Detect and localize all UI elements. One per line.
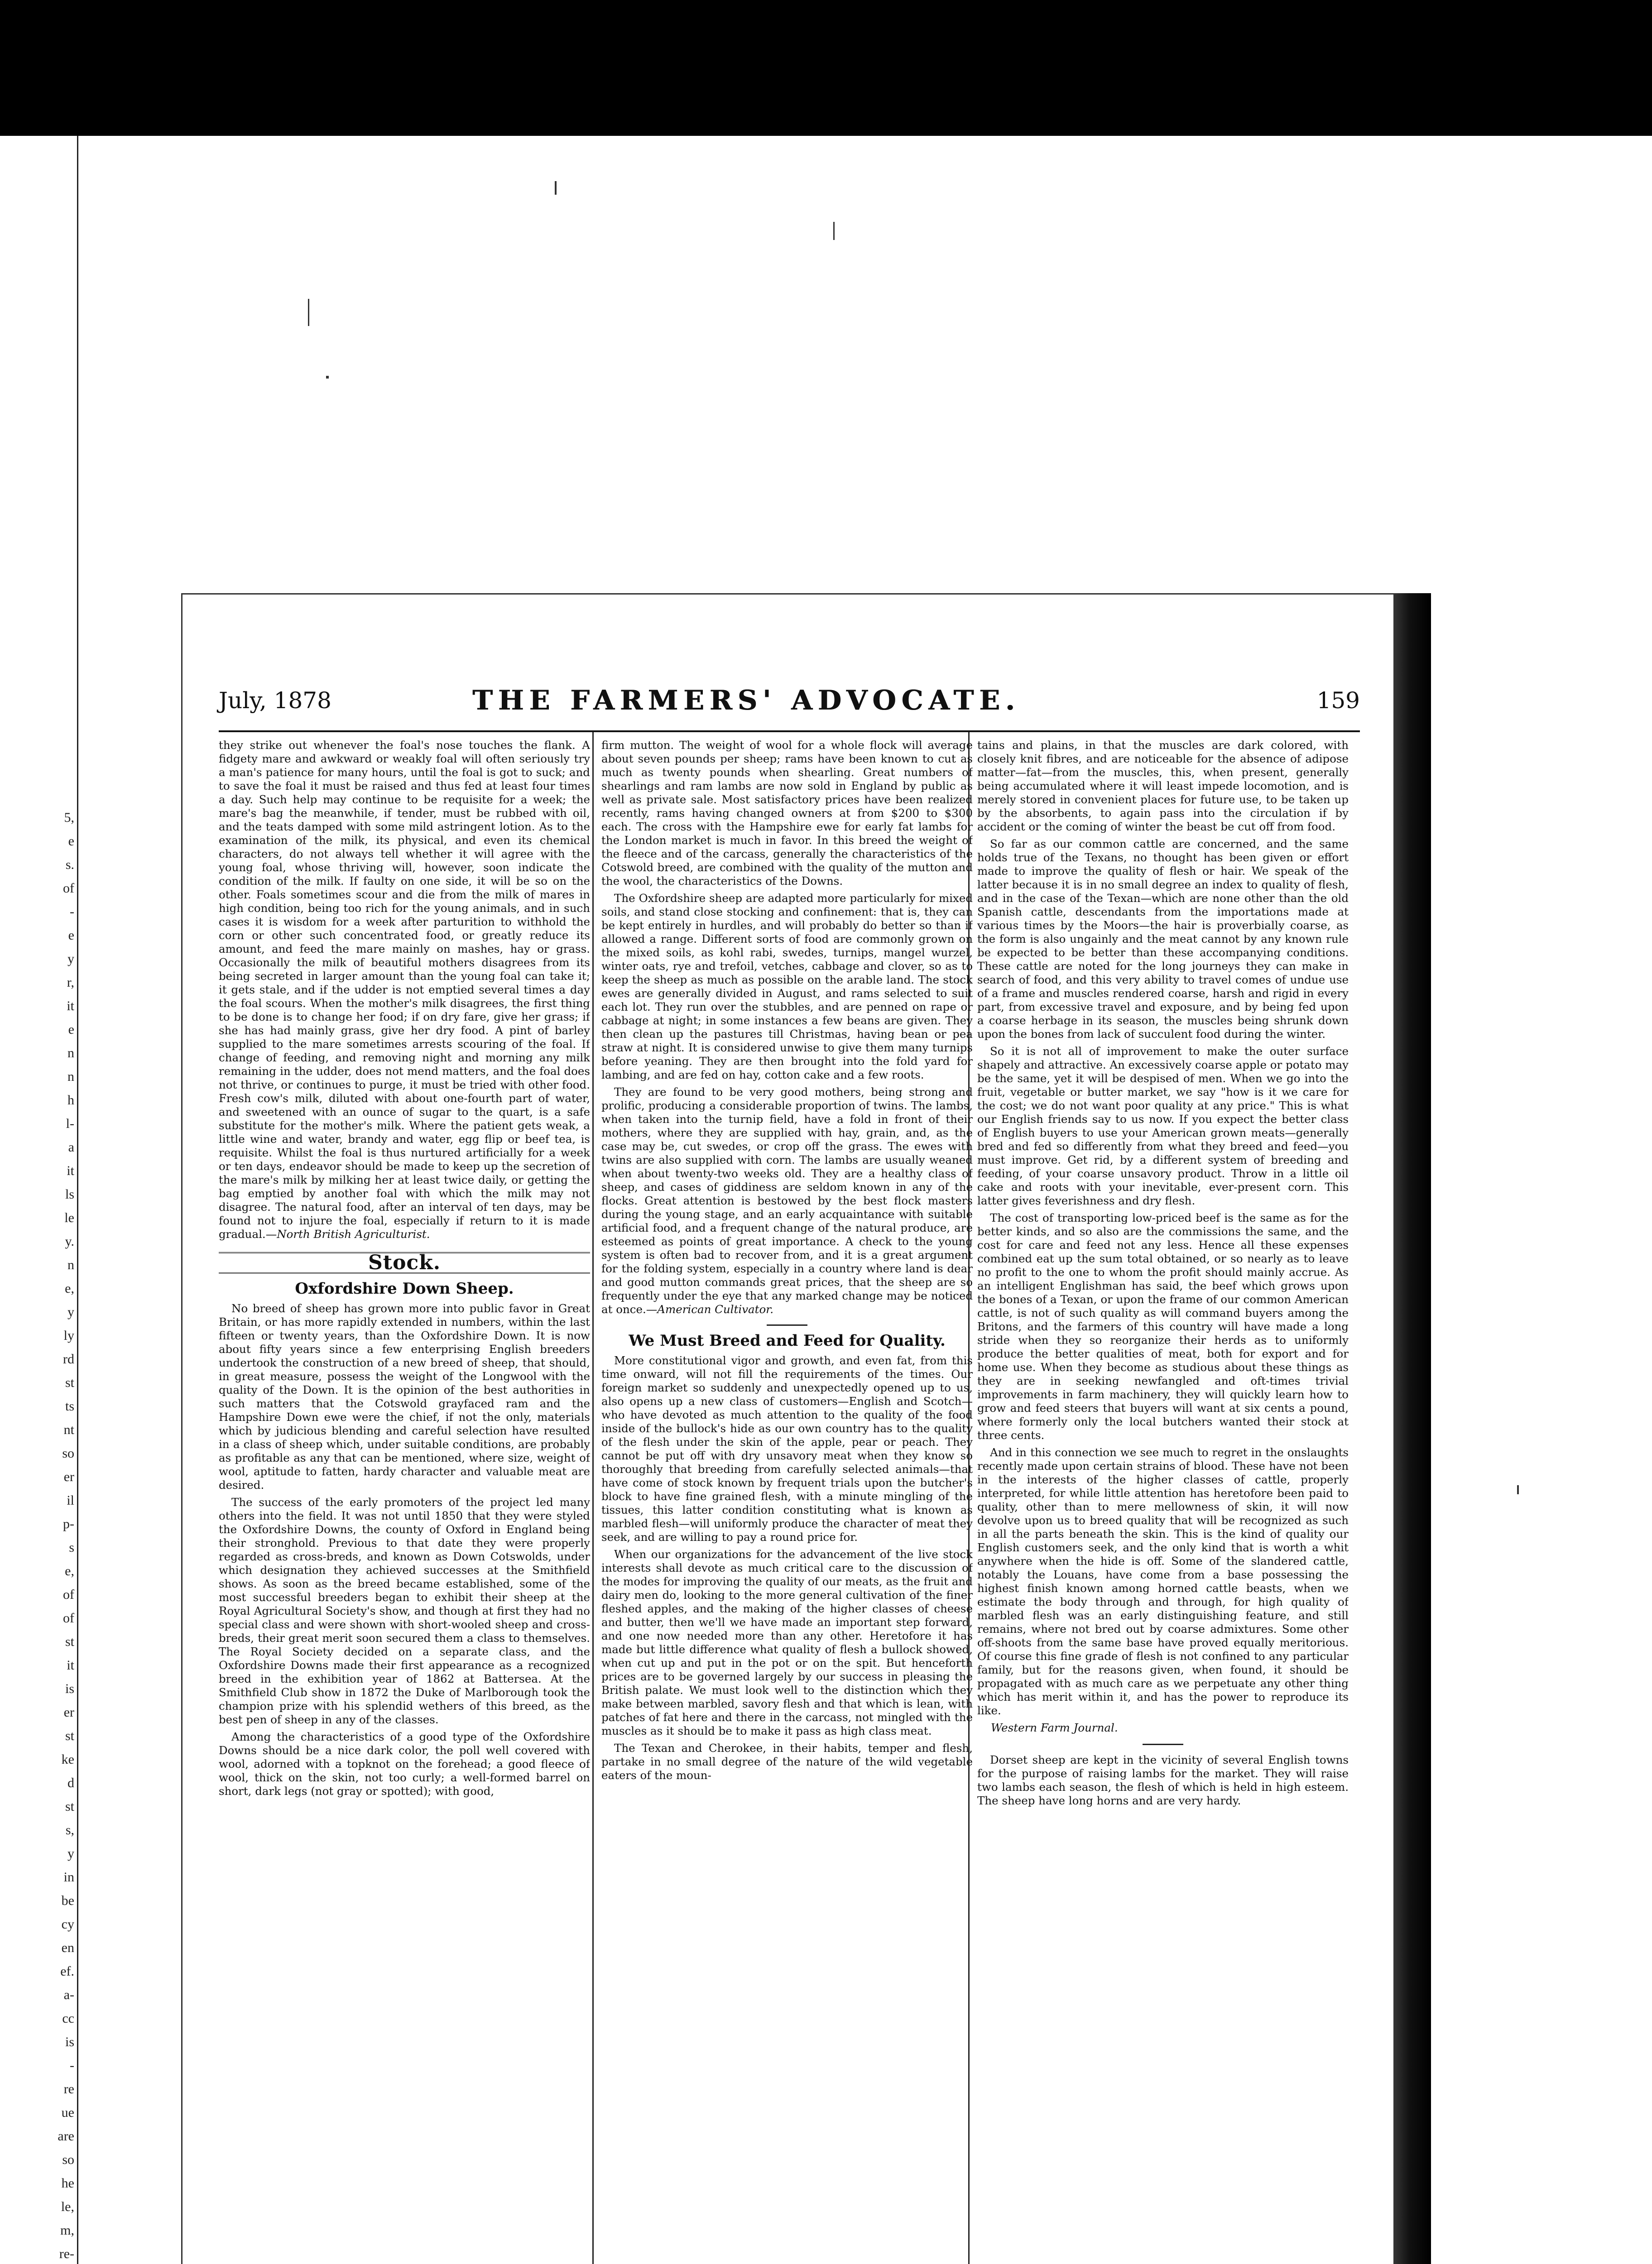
facing-page-fragment-line: en [61,1940,74,1955]
facing-page-fragment-line: of [63,881,74,896]
facing-page-fragment-line: s [69,1540,74,1555]
facing-page-fragment-line: it [67,1163,74,1178]
paragraph: Dorset sheep are kept in the vicinity of several English towns for the purpose of raising lambs for the market. They will raise two lambs each season, the flesh of which is held in high esteem. The sheep have long horns and are very hardy. [977,1753,1349,1807]
facing-page-fragment-line: st [65,1799,74,1814]
facing-page-fragment-line: rd [63,1352,74,1367]
facing-page-fragment-line: cy [61,1917,74,1932]
newspaper-page [181,593,1395,2264]
paragraph: Among the characteristics of a good type of the Oxfordshire Downs should be a nice dark color, the poll well covered with wool, adorned with a topknot on the forehead; a good fleece of wool, thick on the skin, not too curly; a well-formed barrel on short, dark legs (not gray or spotted); with good, [219,1730,590,1798]
facing-page-fragment-line: er [63,1705,74,1720]
paragraph: And in this connection we see much to regret in the onslaughts recently made upon certain strains of blood. These have not been in the interests of the higher classes of cattle, properly interpreted, for while little attention has heretofore been paid to quality, other than to mere mellowness of skin, it will now devolve upon us to breed quality that will be recognized as such in all the parts beneath the skin. This is the kind of quality our English customers seek, and the only kind that is worth a whit anywhere when the hide is off. Some of the slandered cattle, notably the Louans, have come from a base possessing the highest finish known among horned cattle beasts, when we estimate the body through and through, for high quality of marbled flesh was an early distinguishing feature, and still remains, where not bred out by coarse admixtures. Some other off-shoots from the same base have proved equally meritorious. Of course this fine grade of flesh is not confined to any particular family, but for the reasons given, when found, it should be propagated with as much care as we perpetuate any other thing which has merit within it, and has the power to reproduce its like. [977,1446,1349,1717]
facing-page-fragment-line: e [68,928,74,943]
facing-page-fragment-line: - [70,904,74,919]
facing-page-fragment-line: p- [63,1516,74,1531]
facing-page-fragment-line: so [62,1446,74,1461]
header-date: July, 1878 [219,687,331,714]
facing-page-fragment-line: it [67,998,74,1013]
facing-page-fragment-line: ly [63,1328,74,1343]
paragraph: The cost of transporting low-priced beef is the same as for the better kinds, and so also are the commissions the same, and the cost for care and feed not any less. Hence all these expenses combined eat up the sum total obtained, or so nearly as to leave no profit to the one to whom the profit should mainly accrue. As an intelligent Englishman has said, the beef which grows upon the bones of a Texan, or upon the frame of our common American cattle, is not of such quality as will command buyers among the Britons, and the farmers of this country will have made a long stride when they so reorganize their herds as to uniformly produce the better qualities of meat, both for export and for home use. When they become as studious about these things as they are in seeking newfangled and oft-times trivial improvements in farm machinery, they will quickly learn how to grow and feed steers that buyers will want at six cents a pound, where formerly only the local butchers wanted their stock at three cents. [977,1211,1349,1442]
separator-rule [767,1324,807,1326]
page-number: 159 [1316,687,1360,714]
facing-page-fragment-line: ls [65,1187,74,1202]
facing-page-fragment-line: e, [65,1281,74,1296]
facing-page-fragment-line: it [67,1658,74,1673]
facing-page-fragment-line: s, [65,1823,74,1837]
facing-page-fragment-line: st [65,1375,74,1390]
facing-page-fragment-line: a- [63,1987,74,2002]
paragraph: The Texan and Cherokee, in their habits, temper and flesh, partake in no small degree of the nature of the wild vegetable eaters of the moun- [601,1741,973,1782]
header-rule [219,730,1360,732]
facing-page-fragment-line: e [68,1022,74,1037]
facing-page-fragment-line: is [65,1681,74,1696]
facing-page-fragment-line: cc [62,2011,74,2026]
paragraph: The Oxfordshire sheep are adapted more particularly for mixed soils, and stand close stocking and confinement: that is, they can be kept entirely in hurdles, and will probably do better so than if allowed a range. Different sorts of food are commonly grown on the mixed soils, as kohl rabi, swedes, turnips, mangel wurzel, winter oats, rye and trefoil, vetches, cabbage and clover, so as to keep the sheep as much as possible on the arable land. The stock ewes are generally divided in August, and rams selected to suit each lot. They run over the stubbles, and are penned on rape or cabbage at night; in some instances a few beans are given. They then clean up the pastures till Christmas, having bean or pea straw at night. It is considered unwise to give them many turnips before yeaning. They are then brought into the fold yard for lambing, and are fed on hay, cotton cake and a few roots. [601,892,973,1081]
facing-page-fragment-line: y [67,951,74,966]
section-heading: Stock. [368,1251,441,1274]
paragraph: firm mutton. The weight of wool for a whole flock will average about seven pounds per sheep; rams have been known to cut as much as twenty pounds when shearling. Great numbers of shearlings and ram lambs are now sold in England by public as well as private sale. Most satisfactory prices have been realized recently, rams having changed owners at from $200 to $300 each. The cross with the Hampshire ewe for early fat lambs for the London market is much in favor. In this breed the weight of the fleece and of the carcass, generally the characteristics of the Cotswold breed, are combined with the quality of the mutton and the wool, the characteristics of the Downs. [601,739,973,887]
facing-page-fragment-line: y. [65,1234,74,1249]
facing-page-fragment-line: le, [61,2199,74,2214]
facing-page-fragment-line: re- [59,2246,74,2261]
source-credit: American Cultivator. [657,1303,774,1316]
facing-page-fragment-line: l- [66,1116,74,1131]
facing-page-fragment-line: a [68,1140,74,1155]
article-continuation: they strike out whenever the foal's nose touches the flank. A fidgety mare and awkward or weakly foal will often seriously try a man's patience for many hours, until the foal is got to suck; and to save the foal it must be raised and thus fed at least four times a day. Such help may continue to be requisite for a week; the mare's bag the meanwhile, if tender, must be rubbed with oil, and the teats damped with some mild astringent lotion. As to the examination of the milk, its physical, and even its chemical characters, do not always tell whether it will agree with the young foal, whose thriving will, however, soon indicate the condition of the milk. If faulty on one side, it will be so on the other. Foals sometimes scour and die from the milk of mares in high condition, being too rich for the young animals, and in such cases it is wisdom for a week after parturition to withhold the corn or other such concentrated food, or greatly reduce its amount, and feed the mare mainly on mashes, hay or grass. Occasionally the milk of beautiful mothers disagrees from its being secreted in larger amount than the young foal can take it; it gets stale, and if the udder is not emptied several times a day the foal scours. When the mother's milk disagrees, the first thing to be done is to change her food; if on dry fare, give her grass; if she has had mainly grass, give her dry food. A pint of barley supplied to the mare sometimes arrests scouring of the foal. If change of feeding, and removing night and morning any milk remaining in the udder, does not mend matters, and the foal does not thrive, or continues to purge, it must be tried with other food. Fresh cow's milk, diluted with about one-fourth part of water, and sweetened with an ounce of sugar to the quart, is a safe substitute for the mother's milk. Where the patient gets weak, a little wine and water, brandy and water, egg flip or beef tea, is requisite. Whilst the foal is thus nurtured artificially for a week or ten days, endeavor should be made to keep up the secretion of the mare's milk by milking her at least twice daily, or getting the bag emptied by another foal with which the milk may not disagree. The natural food, after an interval of ten days, may be found not to injure the foal, especially if return to it is made gradual.—North British Agriculturist. [219,739,590,1241]
facing-page-fragment-line: il [67,1493,74,1508]
paragraph: The success of the early promoters of the project led many others into the field. It was not until 1850 that they were styled the Oxfordshire Downs, the county of Oxford in England being their stronghold. Previous to that date they were properly regarded as cross-breds, and known as Down Cotswolds, under which designation they achieved successes at the Smithfield shows. As soon as the breed became established, some of the most successful breeders began to exhibit their sheep at the Royal Agricultural Society's show, and though at first they had no special class and were shown with short-wooled sheep and cross-breds, their great merit soon secured them a class to themselves. The Royal Society decided on a separate class, and the Oxfordshire Downs made their first appearance as a recognized breed in the exhibition year of 1862 at Battersea. At the Smithfield Club show in 1872 the Duke of Marlborough took the champion prize with his splendid wethers of this breed, as the best pen of sheep in any of the classes. [219,1496,590,1726]
facing-page-fragment-line: s. [65,857,74,872]
paragraph: So it is not all of improvement to make the outer surface shapely and attractive. An excessively coarse apple or potato may be the same, yet it will be despised of men. When we go into the fruit, vegetable or butter market, we say "how is it we care for the cost; we do not want poor quality at any price." This is what our English friends say to us now. If you expect the better class of English buyers to use your American grown meats—generally bred and fed so differently from what they breed and feed—you must improve. Get rid, by a different system of breeding and feeding, of your coarse unsavory product. Throw in a little oil cake and roots with your inevitable, ever-present corn. This latter gives feverishness and dry flesh. [977,1045,1349,1207]
facing-page-fragment-line: ue [61,2105,74,2120]
paragraph: When our organizations for the advancement of the live stock interests shall devote as much critical care to the discussion of the modes for improving the quality of our meats, as the fruit and dairy men do, looking to the more general cultivation of the finer fleshed apples, and the making of the higher classes of cheese and butter, then we'll we have made an important step forward, and one now needed more than any other. Heretofore it has made but little difference what quality of flesh a bullock showed, when cut up and put in the pot or on the spit. But henceforth prices are to be governed largely by our success in pleasing the British palate. We must look well to the distinction which they make between marbled, savory flesh and that which is lean, with patches of fat here and there in the carcass, not mingled with the muscles as it should be to make it pass as high class meat. [601,1548,973,1737]
facing-page-fragment-line: ke [61,1752,74,1767]
column-divider [592,732,594,2264]
facing-page-fragment-line: of [63,1611,74,1626]
facing-page-fragment-line: he [61,2176,74,2191]
facing-page-fragment-line: d [67,1775,74,1790]
facing-page-fragment-line: are [58,2129,74,2144]
facing-page-fragment-line: so [62,2152,74,2167]
facing-page-fragment-line: y [67,1846,74,1861]
facing-page-fragment-line: nt [63,1422,74,1437]
facing-page-fragment-line: is [65,2034,74,2049]
paragraph: They are found to be very good mothers, being strong and prolific, producing a considerable proportion of twins. The lambs, when taken into the turnip field, have a fold in front of their mothers, where they are supplied with hay, grain, and, as the case may be, cut swedes, or crop off the grass. The ewes with twins are also supplied with corn. The lambs are usually weaned when about twenty-two weeks old. They are a healthy class of sheep, and cases of giddiness are seldom known in any of the flocks. Great attention is bestowed by the best flock masters during the young stage, and an early acquaintance with suitable artificial food, and a frequent change of the natural produce, are esteemed as points of great importance. A check to the young system is often bad to recover from, and it is a great argument for the folding system, especially in a country where land is dear and good mutton commands great prices, that the sheep are so frequently under the eye that any marked change may be noticed at once.—American Cultivator. [601,1085,973,1316]
facing-page-fragment-line: n [67,1257,74,1272]
facing-page-fragment-line: in [63,1870,74,1885]
article-title: We Must Breed and Feed for Quality. [629,1332,946,1350]
facing-page-fragment-line: e, [65,1564,74,1578]
facing-page-text-edge [55,806,74,2264]
facing-page-fragment [0,136,78,2264]
facing-page-fragment-line: n [67,1069,74,1084]
facing-page-fragment-line: m, [60,2223,74,2238]
facing-page-fragment-line: h [67,1093,74,1108]
column-3 [977,739,1349,2264]
paragraph: tains and plains, in that the muscles are dark colored, with closely knit fibres, and are noticeable for the absence of adipose matter—fat—from the muscles, this, when present, generally being accumulated where it will least impede locomotion, and is merely stored in convenient places for future use, to be taken up by the absorbents, to again pass into the circulation if by accident or the coming of winter the beast be cut off from food. [977,739,1349,833]
facing-page-fragment-line: 5, [64,810,74,825]
facing-page-fragment-line: n [67,1046,74,1060]
facing-page-fragment-line: r, [67,975,74,990]
paragraph: No breed of sheep has grown more into public favor in Great Britain, or has more rapidly extended in numbers, within the last fifteen or twenty years, than the Oxfordshire Down. It is now about fifty years since a few enterprising English breeders undertook the construction of a new breed of sheep, that should, in great measure, possess the weight of the Longwool with the quality of the Down. It is the opinion of the best authorities in such matters that the Cotswold grayfaced ram and the Hampshire Down ewe were the chief, if not the only, materials which by judicious blending and careful selection have resulted in a class of sheep which, under suitable conditions, are probably as profitable as any that can be mentioned, where size, weight of wool, aptitude to fatten, hardy character and valuable meat are desired. [219,1302,590,1492]
source-credit: North British Agriculturist. [277,1228,430,1241]
facing-page-fragment-line: le [64,1210,74,1225]
page-edge-shadow [1395,593,1431,2264]
facing-page-fragment-line: of [63,1587,74,1602]
separator-rule [1143,1744,1183,1745]
section-heading-box [219,1252,590,1274]
page-header [219,687,1360,724]
facing-page-fragment-line: ef. [60,1964,74,1979]
source-credit: Western Farm Journal. [991,1721,1118,1734]
facing-page-fragment-line: st [65,1728,74,1743]
facing-page-fragment-line: y [67,1305,74,1319]
column-1 [219,739,590,2264]
column-2 [601,739,973,2264]
facing-page-fragment-line: st [65,1634,74,1649]
facing-page-fragment-line: be [61,1893,74,1908]
facing-page-fragment-line: ts [65,1399,74,1414]
facing-page-fragment-line: re [63,2082,74,2096]
facing-page-fragment-line: - [70,2058,74,2073]
facing-page-fragment-line: e [68,834,74,849]
paragraph: So far as our common cattle are concerned, and the same holds true of the Texans, no thought has been given or effort made to improve the quality of flesh or hair. We speak of the latter because it is in no small degree an index to quality of flesh, and in the case of the Texan—which are none other than the old Spanish cattle, descendants from the importations made at various times by the Moors—the hair is proverbially coarse, as the form is also ungainly and the meat cannot by any known rule be expected to be better than these accompanying conditions. These cattle are noted for the long journeys they can make in search of food, and this very ability to travel comes of undue use of a frame and muscles rendered coarse, harsh and rigid in every part, from excessive travel and exposure, and by being fed upon a coarse herbage in its season, the muscles being shrunk down upon the bones from lack of succulent food during the winter. [977,837,1349,1041]
article-title: Oxfordshire Down Sheep. [295,1280,514,1298]
masthead-title: THE FARMERS' ADVOCATE. [472,685,1020,716]
paragraph: More constitutional vigor and growth, and even fat, from this time onward, will not fill the requirements of the times. Our foreign market so suddenly and unexpectedly opened up to us, also opens up a new class of customers—English and Scotch—who have devoted as much attention to the quality of the food inside of the bullock's hide as our own country has to the quality of the flesh under the skin of the apple, pear or peach. They cannot be put off with dry unsavory meat when they know so thoroughly that breeding from carefully selected animals—that have come of stock known by frequent trials upon the butcher's block to have fine grained flesh, with a minute mingling of the tissues, this latter condition constituting what is known as marbled flesh—will uniformly produce the character of meat they seek, and are willing to pay a round price for. [601,1354,973,1544]
facing-page-fragment-line: er [63,1469,74,1484]
